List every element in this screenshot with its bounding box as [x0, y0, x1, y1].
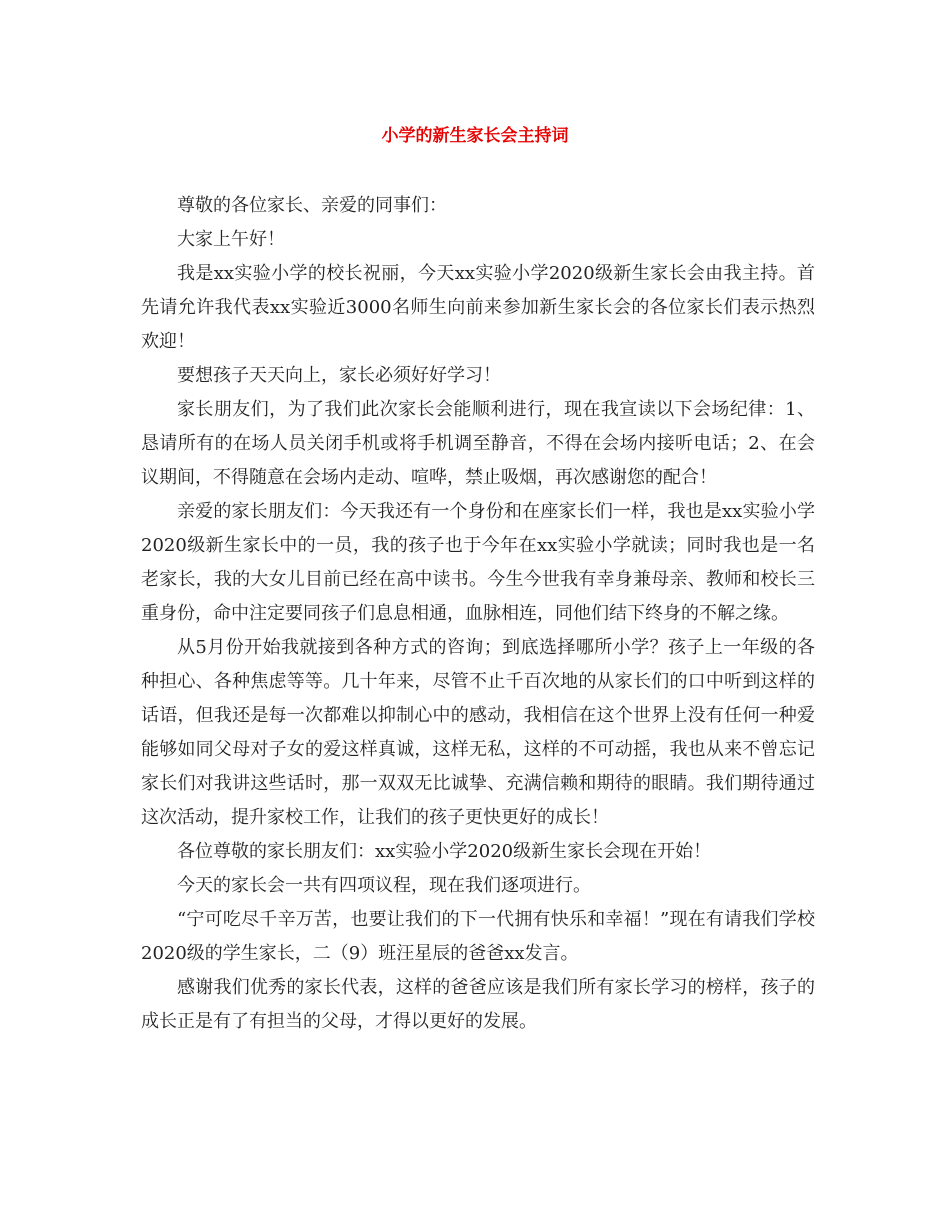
paragraph-meeting-start: 各位尊敬的家长朋友们：xx实验小学2020级新生家长会现在开始！: [177, 841, 712, 862]
paragraph-thanks: 感谢我们优秀的家长代表，这样的爸爸应该是我们所有家长学习的榜样，孩子的成长正是有了有担当的父母，才得以更好的发展。: [141, 977, 815, 1032]
paragraph-meeting-rules: 家长朋友们，为了我们此次家长会能顺利进行，现在我宣读以下会场纪律：1、恳请所有的在场人员关闭手机或将手机调至静音，不得在会场内接听电话；2、在会议期间，不得随意在会场内走动、喧哗，禁止吸烟，再次感谢您的配合！: [141, 399, 815, 488]
paragraph-greeting: 尊敬的各位家长、亲爱的同事们：: [177, 195, 447, 216]
document-body: [141, 189, 815, 1039]
paragraph-good-morning: 大家上午好！: [177, 229, 285, 250]
paragraph-slogan: 要想孩子天天向上，家长必须好好学习！: [177, 365, 501, 386]
paragraph-identity: 亲爱的家长朋友们：今天我还有一个身份和在座家长们一样，我也是xx实验小学2020级新生家长中的一员，我的孩子也于今年在xx实验小学就读；同时我也是一名老家长，我的大女儿目前已经在高中读书。今生今世我有幸身兼母亲、教师和校长三重身份，命中注定要同孩子们息息相通，血脉相连，同他们结下终身的不解之缘。: [141, 501, 815, 624]
document-title: 小学的新生家长会主持词: [381, 126, 569, 146]
paragraph-introduction: 我是xx实验小学的校长祝丽，今天xx实验小学2020级新生家长会由我主持。首先请允许我代表xx实验近3000名师生向前来参加新生家长会的各位家长们表示热烈欢迎！: [141, 263, 815, 352]
paragraph-agenda: 今天的家长会一共有四项议程，现在我们逐项进行。: [177, 875, 591, 896]
paragraph-parent-speech: “宁可吃尽千辛万苦，也要让我们的下一代拥有快乐和幸福！”现在有请我们学校2020级的学生家长，二（9）班汪星辰的爸爸xx发言。: [141, 909, 815, 964]
paragraph-consultation: 从5月份开始我就接到各种方式的咨询；到底选择哪所小学？孩子上一年级的各种担心、各种焦虑等等。几十年来，尽管不止千百次地的从家长们的口中听到这样的话语，但我还是每一次都难以抑制心中的感动，我相信在这个世界上没有任何一种爱能够如同父母对子女的爱这样真诚，这样无私，这样的不可动摇，我也从来不曾忘记家长们对我讲这些话时，那一双双无比诚挚、充满信赖和期待的眼睛。我们期待通过这次活动，提升家校工作，让我们的孩子更快更好的成长！: [141, 637, 815, 828]
